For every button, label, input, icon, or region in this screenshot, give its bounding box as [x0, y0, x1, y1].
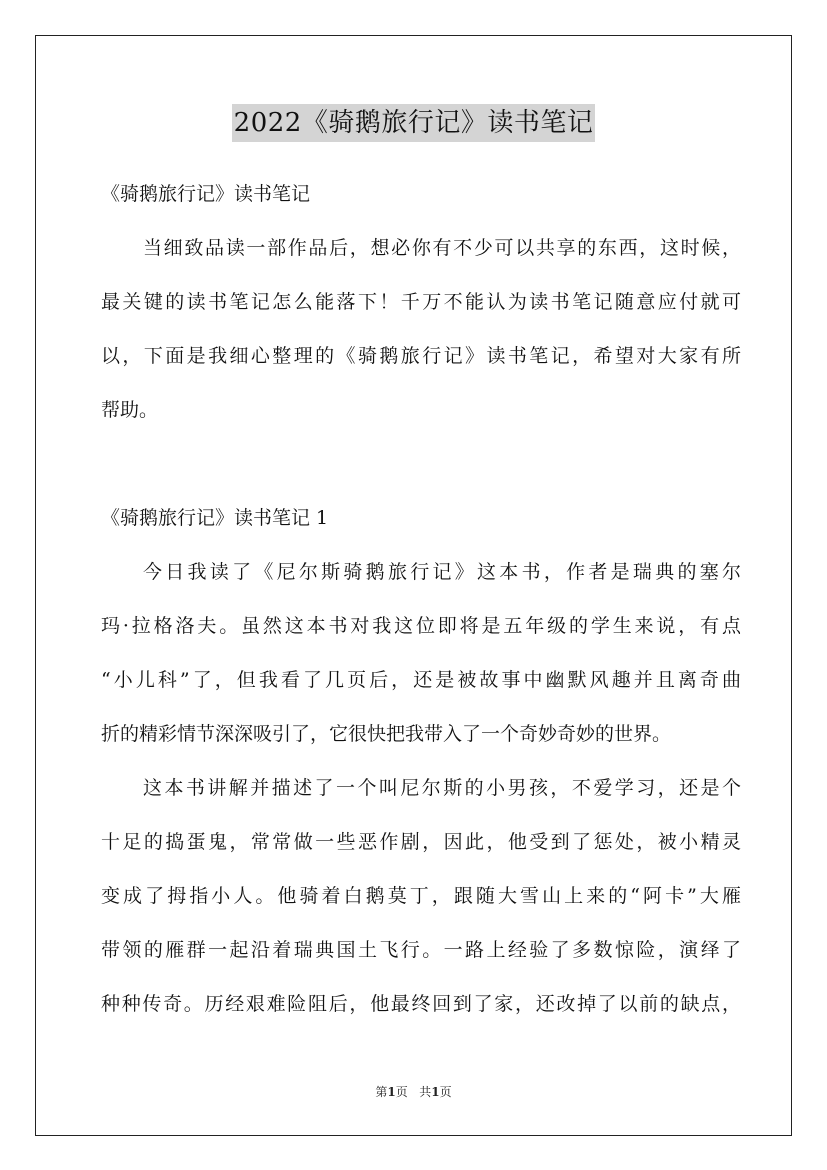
page-footer — [0, 1084, 827, 1100]
document-body — [101, 176, 741, 1022]
page-number: 1 — [387, 1085, 396, 1099]
paragraph-line: 玛·拉格洛夫。虽然这本书对我这位即将是五年级的学生来说，有点 — [101, 615, 741, 637]
page-unit: 页 — [395, 1085, 408, 1099]
total-unit: 页 — [439, 1085, 452, 1099]
paragraph-line: 折的精彩情节深深吸引了，它很快把我带入了一个奇妙奇妙的世界。 — [101, 723, 672, 745]
paragraph-line: 十足的捣蛋鬼，常常做一些恶作剧，因此，他受到了惩处，被小精灵 — [101, 831, 741, 853]
paragraph-line: 种种传奇。历经艰难险阻后，他最终回到了家，还改掉了以前的缺点， — [101, 993, 741, 1015]
paragraph-line: 带领的雁群一起沿着瑞典国土飞行。一路上经验了多数惊险，演绎了 — [101, 939, 741, 961]
spacer — [101, 428, 741, 500]
total-prefix: 共 — [419, 1085, 432, 1099]
intro-line: 最关键的读书笔记怎么能落下！千万不能认为读书笔记随意应付就可 — [101, 291, 741, 313]
subtitle: 《骑鹅旅行记》读书笔记 — [101, 183, 311, 205]
spacer — [101, 752, 741, 770]
spacer — [101, 212, 741, 230]
spacer — [101, 320, 741, 338]
paragraph-line: 今日我读了《尼尔斯骑鹅旅行记》这本书，作者是瑞典的塞尔 — [143, 561, 741, 583]
intro-line: 以，下面是我细心整理的《骑鹅旅行记》读书笔记，希望对大家有所 — [101, 345, 741, 367]
spacer — [101, 698, 741, 716]
title-container — [0, 104, 827, 142]
document-title: 2022《骑鹅旅行记》读书笔记 — [232, 104, 596, 142]
spacer — [101, 374, 741, 392]
paragraph-line: 变成了拇指小人。他骑着白鹅莫丁，跟随大雪山上来的“阿卡”大雁 — [101, 885, 741, 907]
spacer — [101, 266, 741, 284]
spacer — [101, 914, 741, 932]
paragraph-line: “小儿科”了，但我看了几页后，还是被故事中幽默风趣并且离奇曲 — [101, 669, 741, 691]
spacer — [101, 860, 741, 878]
page-prefix: 第 — [375, 1085, 388, 1099]
intro-line: 当细致品读一部作品后，想必你有不少可以共享的东西，这时候， — [143, 237, 741, 259]
spacer — [101, 590, 741, 608]
spacer — [101, 536, 741, 554]
total-pages: 1 — [431, 1085, 440, 1099]
section-heading: 《骑鹅旅行记》读书笔记 1 — [101, 507, 329, 529]
intro-line: 帮助。 — [101, 399, 159, 421]
spacer — [101, 644, 741, 662]
spacer — [101, 806, 741, 824]
spacer — [101, 968, 741, 986]
paragraph-line: 这本书讲解并描述了一个叫尼尔斯的小男孩，不爱学习，还是个 — [143, 777, 741, 799]
